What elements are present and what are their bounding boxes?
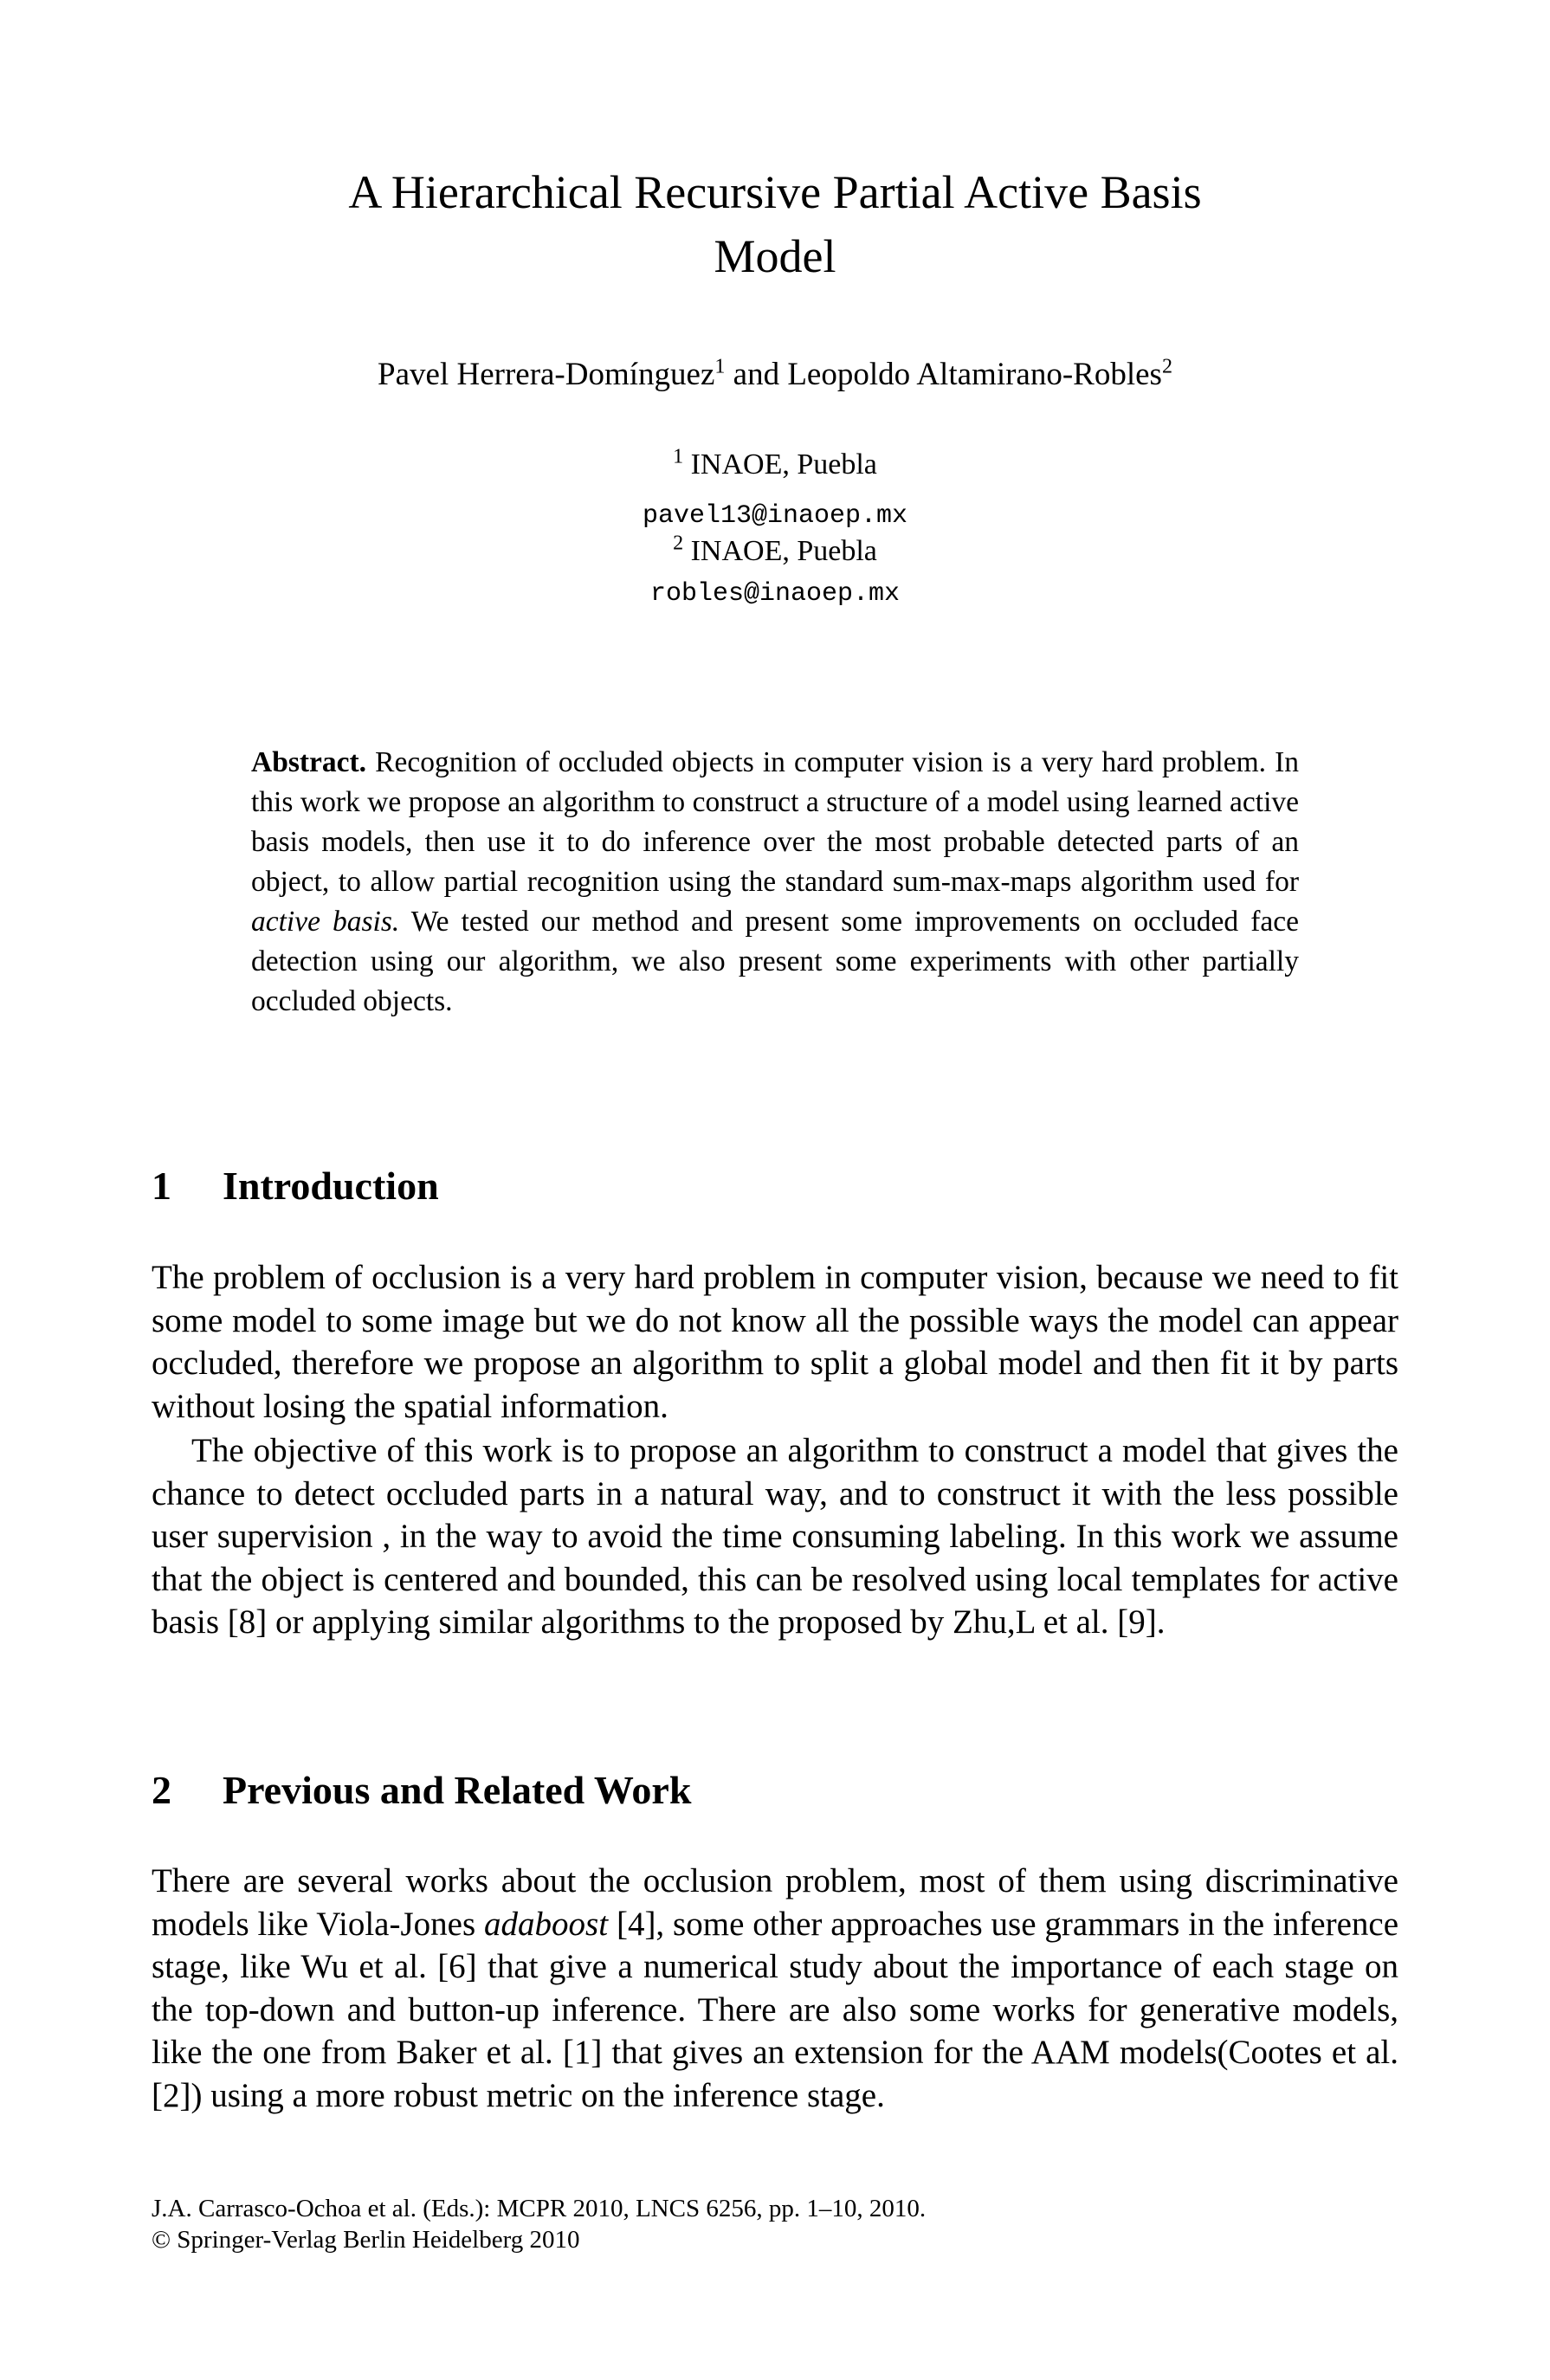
author-affil-mark-2: 2 xyxy=(1161,355,1172,378)
abstract xyxy=(251,743,1299,1022)
related-work-paragraph-1 xyxy=(152,1860,1398,2117)
publication-footer xyxy=(152,2193,1398,2255)
abstract-text-1: Recognition of occluded objects in computer vision is a very hard problem. In this work we propose an algorithm to construct a structure of a model using learned active basis models, then use it to do inference over the most probable detected parts of an object, to allow partial recognition using the standard sum-max-maps algorithm used for xyxy=(251,746,1300,898)
title-line-1: A Hierarchical Recursive Partial Active Basis xyxy=(348,166,1202,218)
abstract-emphasis: active basis. xyxy=(251,906,400,938)
author-conjunction: and xyxy=(733,357,780,392)
section-heading-introduction xyxy=(152,1160,439,1212)
footer-citation: J.A. Carrasco-Ochoa et al. (Eds.): MCPR 2010, LNCS 6256, pp. 1–10, 2010. xyxy=(152,2195,927,2222)
section-title: Introduction xyxy=(223,1164,439,1208)
intro-paragraph-1: The problem of occlusion is a very hard problem in computer vision, because we need to fit some model to some image but we do not know all the possible ways the model can appear occluded, therefore we propose an algorithm to split a global model and then fit it by parts without losing the spatial information. xyxy=(152,1259,1398,1425)
author-name-1: Pavel Herrera-Domínguez xyxy=(378,357,715,392)
title-line-2: Model xyxy=(714,230,836,282)
affiliation-mark-1: 1 xyxy=(673,445,684,468)
author-affil-mark-1: 1 xyxy=(714,355,726,378)
affiliation-1 xyxy=(152,446,1398,484)
author-name-2: Leopoldo Altamirano-Robles xyxy=(787,357,1162,392)
affiliation-institution-1: INAOE, Puebla xyxy=(690,448,877,481)
footer-copyright: © Springer-Verlag Berlin Heidelberg 2010 xyxy=(152,2226,580,2254)
section-title: Previous and Related Work xyxy=(223,1768,692,1812)
author-list xyxy=(152,353,1398,397)
related-work-emphasis: adaboost xyxy=(484,1905,609,1943)
section-number: 2 xyxy=(152,1768,171,1812)
affiliation-2 xyxy=(152,532,1398,571)
affiliation-institution-2: INAOE, Puebla xyxy=(690,535,877,567)
abstract-text-2: We tested our method and present some improvements on occluded face detection using our algorithm, we also present some experiments with other partially occluded objects. xyxy=(251,906,1299,1017)
affiliation-email-1[interactable]: pavel13@inaoep.mx xyxy=(642,501,908,531)
related-work-text-2: [4], some other approaches use grammars in the inference stage, like Wu et al. [6] that give a numerical study about the importance of each stage on the top-down and button-up inference. There are also some works for generative models, like the one from Baker et al. [1] that gives an extension for the AAM models(Cootes et al.[2]) using a more robust metric on the inference stage. xyxy=(152,1905,1399,2114)
affiliation-email-2[interactable]: robles@inaoep.mx xyxy=(649,579,901,609)
abstract-label: Abstract. xyxy=(251,746,367,778)
related-work-text-1: There are several works about the occlusion problem, most of them using discriminative models like Viola-Jones xyxy=(152,1862,1398,1943)
intro-paragraph-2: The objective of this work is to propose an algorithm to construct a model that gives the chance to detect occluded parts in a natural way, and to construct it with the less possible user supervision , in the way to avoid the time consuming labeling. In this work we assume that the object is centered and bounded, this can be resolved using local templates for active basis [8] or applying similar algorithms to the proposed by Zhu,L et al. [9]. xyxy=(152,1432,1398,1641)
section-heading-related-work xyxy=(152,1764,691,1816)
affiliation-mark-2: 2 xyxy=(673,532,684,555)
paper-title xyxy=(152,160,1398,288)
section-number: 1 xyxy=(152,1164,171,1208)
